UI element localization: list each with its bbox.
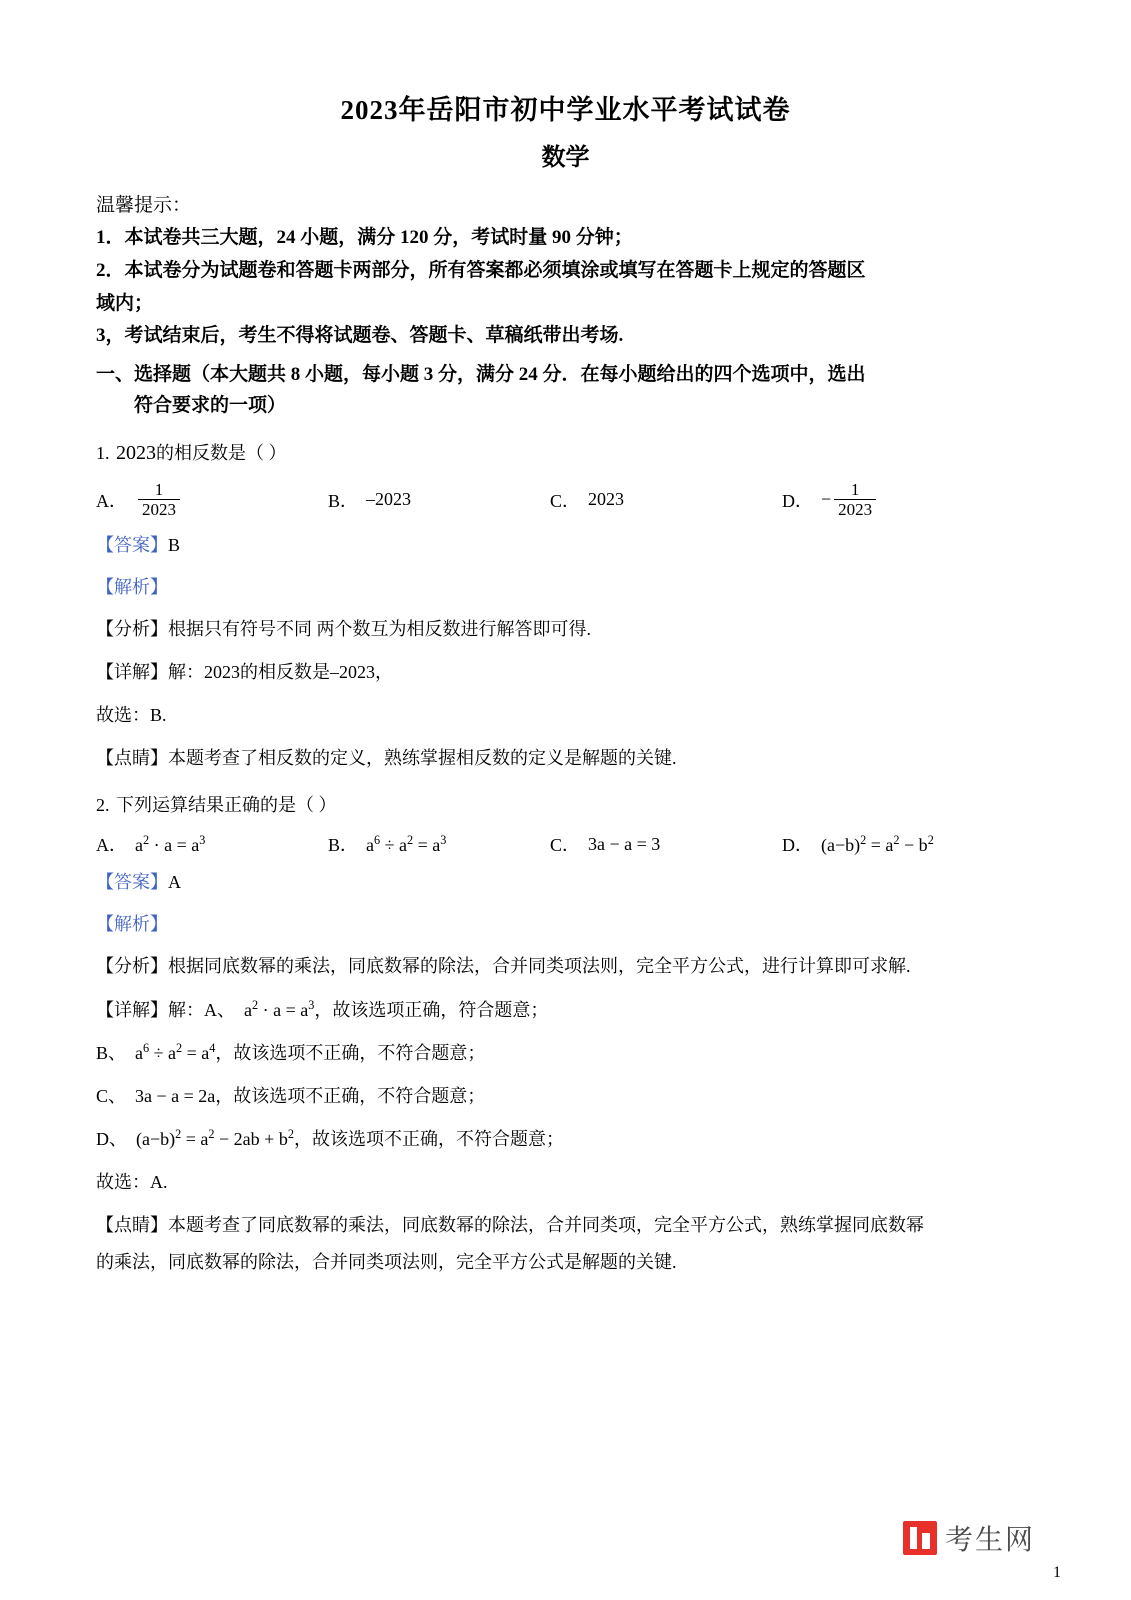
line-text: 根据同底数幂的乘法，同底数幂的除法，合并同类项法则，完全平方公式，进行计算即可求解. — [168, 956, 911, 977]
option-text: 2023 — [588, 489, 625, 510]
page-number: 1 — [1053, 1564, 1061, 1581]
question-1-number: 1. — [96, 442, 110, 463]
question-2-option-b-explanation — [96, 1036, 1035, 1071]
line-text: 故选：A. — [96, 1171, 168, 1192]
notice-line-1: 1．本试卷共三大题，24 小题，满分 120 分，考试时量 90 分钟； — [96, 227, 633, 248]
answer-value: A — [168, 872, 181, 893]
question-1-stem-tail: 的相反数是（ ） — [156, 442, 287, 463]
line-text: 解：2023的相反数是–2023， — [168, 662, 393, 683]
question-2-options — [96, 831, 1035, 857]
fraction-numerator: 1 — [850, 479, 860, 499]
line-tag: 【分析】 — [96, 956, 168, 977]
question-1-option-a[interactable] — [96, 480, 328, 520]
line-text: 本题考查了相反数的定义，熟练掌握相反数的定义是解题的关键. — [168, 748, 677, 769]
option-label: B． — [328, 490, 359, 511]
question-2-option-a[interactable] — [96, 831, 328, 857]
analysis-tag: 【解析】 — [96, 914, 168, 935]
line-text: 根据只有符号不同 两个数互为相反数进行解答即可得. — [168, 619, 591, 640]
question-2-option-d-explanation — [96, 1122, 1035, 1157]
line-tag: 【点睛】 — [96, 748, 168, 769]
notice-line-2: 2．本试卷分为试题卷和答题卡两部分，所有答案都必须填涂或填写在答题卡上规定的答题区 — [96, 259, 866, 281]
question-2-analysis-line — [96, 949, 1035, 984]
question-2-comment-line-1 — [96, 1208, 1035, 1243]
watermark-logo-icon — [903, 1521, 937, 1555]
question-2-detail-line — [96, 993, 1035, 1028]
page-title: 2023年岳阳市初中学业水平考试试卷 — [340, 95, 791, 125]
option-expression: 3a − a = 3 — [588, 833, 661, 854]
analysis-tag: 【解析】 — [96, 576, 168, 597]
fraction-denominator: 2023 — [834, 499, 876, 520]
watermark — [903, 1518, 1035, 1558]
question-1-conclusion-line — [96, 698, 1035, 733]
option-label: C． — [550, 835, 581, 856]
option-text: –2023 — [366, 489, 412, 510]
page-subtitle: 数学 — [541, 145, 590, 171]
notice-line-3: 域内； — [96, 292, 154, 314]
question-2-option-d[interactable] — [782, 831, 982, 857]
section-heading-line-2: 符合要求的一项） — [134, 394, 287, 416]
fraction-denominator: 2023 — [138, 499, 180, 520]
question-1-answer — [96, 528, 1035, 562]
question-2-conclusion-line — [96, 1165, 1035, 1200]
line-text: 故选：B. — [96, 705, 167, 726]
line-tag: 【详解】 — [96, 662, 168, 683]
line-text: C、 3a − a = 2a，故该选项不正确，不符合题意； — [96, 1085, 486, 1106]
minus-sign: − — [821, 489, 832, 510]
fraction-1-over-2023 — [834, 480, 876, 520]
question-1-option-b[interactable] — [328, 487, 550, 513]
question-2-analysis-tag — [96, 907, 1035, 941]
question-1-analysis-tag — [96, 570, 1035, 604]
question-1-analysis-line — [96, 612, 1035, 647]
option-expression: $a^6 \div a^2 = a^3$ — [366, 832, 447, 855]
option-label: B． — [328, 835, 359, 856]
question-2-comment-line-2 — [96, 1245, 1035, 1280]
answer-value: B — [168, 534, 181, 555]
fraction-numerator: 1 — [154, 479, 164, 499]
question-1-options — [96, 480, 1035, 520]
question-2-option-c-explanation — [96, 1079, 1035, 1114]
line-text: 解：A、 $a^2 \cdot a = a^3$，故该选项正确，符合题意； — [168, 997, 549, 1020]
answer-tag: 【答案】 — [96, 534, 168, 555]
question-2-option-c[interactable] — [550, 831, 782, 857]
question-1-option-d[interactable] — [782, 480, 982, 520]
line-tag: 【详解】 — [96, 999, 168, 1020]
line-tag: 【点睛】 — [96, 1214, 168, 1235]
option-label: D． — [782, 490, 813, 511]
option-label: A． — [96, 490, 127, 511]
question-1-detail-line — [96, 655, 1035, 690]
line-tag: 【分析】 — [96, 619, 168, 640]
question-2-option-b[interactable] — [328, 831, 550, 857]
question-1-stem — [96, 436, 1035, 470]
watermark-text: 考生网 — [944, 1524, 1035, 1555]
option-label: C． — [550, 490, 581, 511]
question-1-stem-value: 2023 — [116, 441, 156, 464]
option-label: D． — [782, 835, 813, 856]
question-2-number: 2. — [96, 795, 110, 816]
option-expression: $(a-b)^2 = a^2 - b^2$ — [821, 832, 934, 855]
option-label: A． — [96, 835, 127, 856]
question-1-option-c[interactable] — [550, 487, 782, 513]
line-text: B、 $a^6 \div a^2 = a^4$，故该选项不正确，不符合题意； — [96, 1040, 486, 1063]
line-text: 本题考查了同底数幂的乘法，同底数幂的除法，合并同类项，完全平方公式，熟练掌握同底数幂 — [168, 1214, 924, 1235]
question-2-answer — [96, 865, 1035, 899]
notice-line-4: 3，考试结束后，考生不得将试题卷、答题卡、草稿纸带出考场. — [96, 325, 624, 347]
answer-tag: 【答案】 — [96, 872, 168, 893]
fraction-1-over-2023 — [138, 480, 180, 520]
section-heading — [96, 360, 1035, 422]
line-text: 的乘法，同底数幂的除法，合并同类项法则，完全平方公式是解题的关键. — [96, 1252, 677, 1273]
line-text: D、 $(a-b)^2 = a^2 - 2ab + b^2$，故该选项不正确，不符合题意； — [96, 1126, 564, 1149]
notice-heading: 温馨提示： — [96, 195, 192, 216]
question-2-stem-text: 下列运算结果正确的是（ ） — [116, 795, 337, 816]
question-1-comment-line — [96, 741, 1035, 776]
option-expression: $a^2 \cdot a = a^3$ — [135, 832, 206, 855]
section-heading-line-1: 一、选择题（本大题共 8 小题，每小题 3 分，满分 24 分．在每小题给出的四个选项中，选出 — [96, 364, 866, 386]
question-2-stem — [96, 790, 1035, 821]
